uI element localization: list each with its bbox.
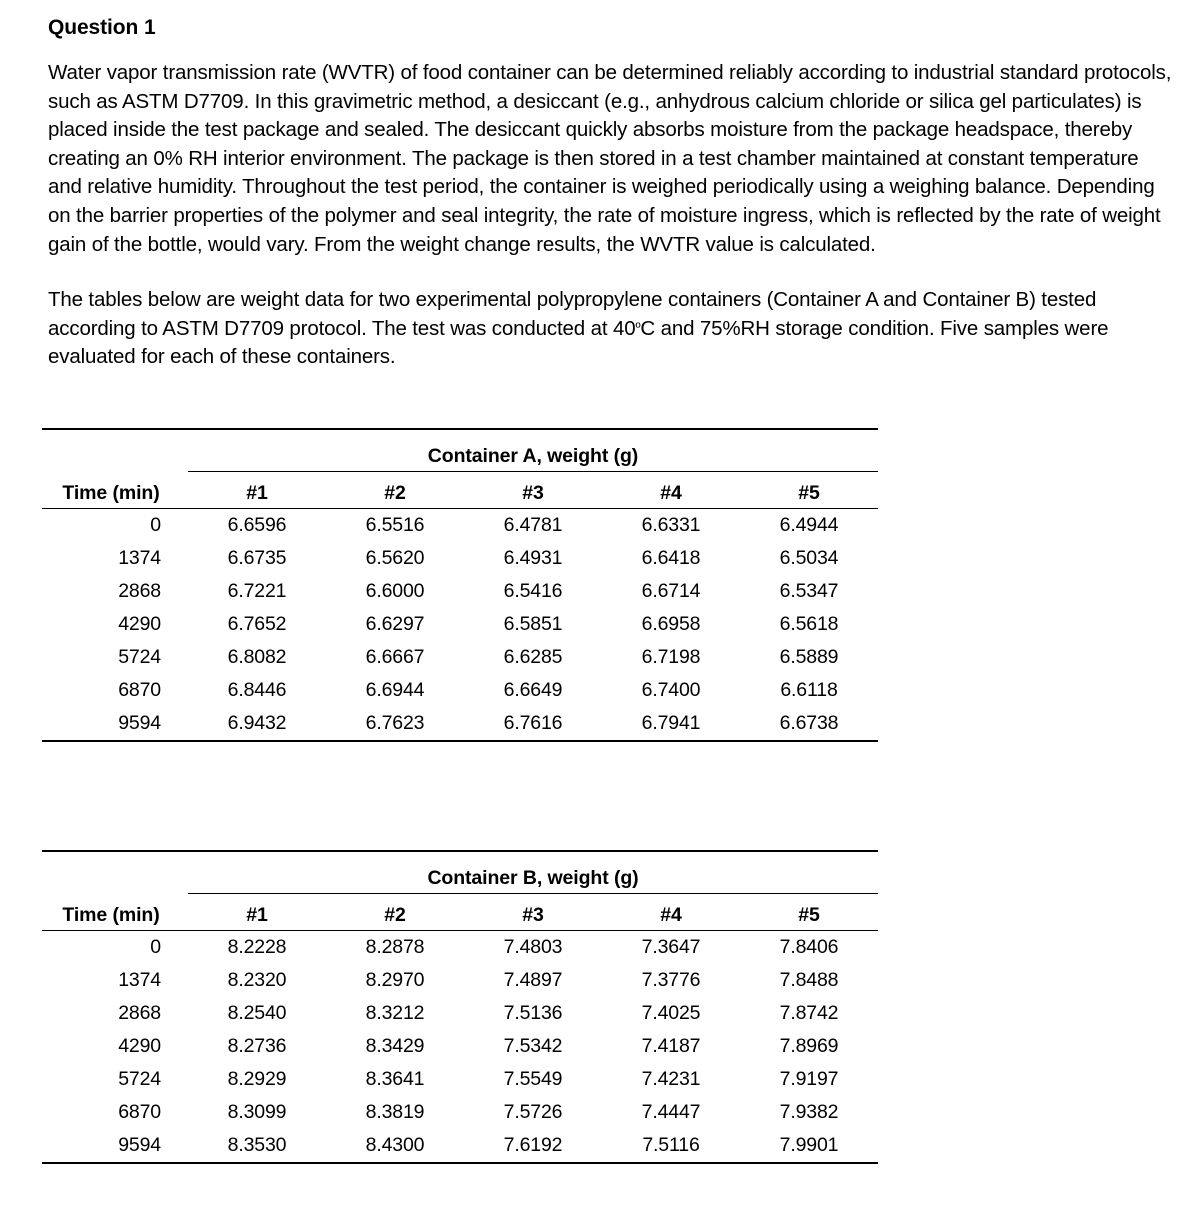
cell-sample-5: 7.9901 bbox=[779, 1134, 839, 1157]
cell-sample-3: 7.6192 bbox=[503, 1134, 563, 1157]
table-row bbox=[42, 1130, 878, 1163]
column-header-row bbox=[42, 471, 878, 508]
cell-sample-2: 8.3819 bbox=[365, 1101, 425, 1124]
cell-sample-4: 6.7198 bbox=[641, 646, 701, 669]
cell-sample-4: 7.4231 bbox=[641, 1068, 701, 1091]
cell-sample-2: 6.6944 bbox=[365, 679, 425, 702]
column-header-sample-2: #2 bbox=[326, 893, 464, 930]
cell-time: 2868 bbox=[118, 1001, 161, 1024]
cell-sample-4: 7.4187 bbox=[641, 1035, 701, 1058]
table-head bbox=[42, 429, 878, 509]
cell-sample-5: 6.6738 bbox=[779, 712, 839, 735]
column-header-sample-4: #4 bbox=[602, 471, 740, 508]
cell-sample-3: 7.5726 bbox=[503, 1101, 563, 1124]
group-header-spacer bbox=[42, 852, 188, 894]
table-row bbox=[42, 542, 878, 575]
column-header-sample-2: #2 bbox=[326, 471, 464, 508]
cell-sample-1: 6.8446 bbox=[227, 679, 287, 702]
table-row bbox=[42, 997, 878, 1030]
rule bbox=[42, 1163, 878, 1196]
cell-sample-2: 6.5516 bbox=[365, 513, 425, 536]
cell-sample-2: 6.7623 bbox=[365, 712, 425, 735]
cell-sample-4: 6.6418 bbox=[641, 546, 701, 569]
cell-time: 5724 bbox=[118, 646, 161, 669]
cell-sample-5: 6.4944 bbox=[779, 513, 839, 536]
table-row bbox=[42, 708, 878, 741]
column-header-sample-5: #5 bbox=[740, 893, 878, 930]
column-header-row bbox=[42, 893, 878, 930]
column-header-time: Time (min) bbox=[42, 893, 188, 930]
cell-time: 6870 bbox=[118, 679, 161, 702]
cell-sample-4: 6.6958 bbox=[641, 613, 701, 636]
degree-symbol: º bbox=[635, 318, 641, 335]
cell-sample-1: 8.3099 bbox=[227, 1101, 287, 1124]
cell-sample-4: 6.7400 bbox=[641, 679, 701, 702]
cell-time: 1374 bbox=[118, 546, 161, 569]
column-header-sample-1: #1 bbox=[188, 471, 326, 508]
cell-sample-1: 6.7221 bbox=[227, 579, 287, 602]
cell-sample-4: 6.7941 bbox=[641, 712, 701, 735]
cell-sample-5: 7.8406 bbox=[779, 935, 839, 958]
cell-sample-2: 8.3212 bbox=[365, 1001, 425, 1024]
table-row bbox=[42, 1096, 878, 1129]
column-header-sample-3: #3 bbox=[464, 893, 602, 930]
cell-sample-3: 6.4781 bbox=[503, 513, 563, 536]
cell-sample-4: 6.6714 bbox=[641, 579, 701, 602]
cell-sample-1: 8.3530 bbox=[227, 1134, 287, 1157]
cell-sample-4: 7.4025 bbox=[641, 1001, 701, 1024]
cell-sample-3: 6.6649 bbox=[503, 679, 563, 702]
container-a-table bbox=[42, 428, 878, 774]
rule bbox=[42, 741, 878, 774]
cell-sample-3: 6.5416 bbox=[503, 579, 563, 602]
cell-time: 5724 bbox=[118, 1068, 161, 1091]
table-body bbox=[42, 930, 878, 1196]
cell-sample-5: 7.8742 bbox=[779, 1001, 839, 1024]
group-header-row bbox=[42, 852, 878, 894]
container-a-table-wrapper bbox=[42, 428, 878, 774]
container-b-table-wrapper bbox=[42, 850, 878, 1196]
table-body bbox=[42, 508, 878, 774]
group-title: Container A, weight (g) bbox=[188, 430, 878, 472]
cell-time: 9594 bbox=[118, 712, 161, 735]
cell-sample-3: 7.4897 bbox=[503, 968, 563, 991]
cell-sample-5: 7.8488 bbox=[779, 968, 839, 991]
cell-sample-3: 7.5136 bbox=[503, 1001, 563, 1024]
cell-sample-3: 6.6285 bbox=[503, 646, 563, 669]
cell-sample-3: 7.5342 bbox=[503, 1035, 563, 1058]
cell-sample-2: 6.6667 bbox=[365, 646, 425, 669]
table-row bbox=[42, 1030, 878, 1063]
table-row bbox=[42, 575, 878, 608]
cell-time: 6870 bbox=[118, 1101, 161, 1124]
container-b-table bbox=[42, 850, 878, 1196]
table-row bbox=[42, 964, 878, 997]
table-head bbox=[42, 851, 878, 931]
table-row bbox=[42, 1063, 878, 1096]
cell-sample-1: 6.6596 bbox=[227, 513, 287, 536]
cell-sample-1: 8.2320 bbox=[227, 968, 287, 991]
cell-sample-5: 6.5618 bbox=[779, 613, 839, 636]
cell-sample-5: 7.9197 bbox=[779, 1068, 839, 1091]
column-header-sample-3: #3 bbox=[464, 471, 602, 508]
group-header-row bbox=[42, 430, 878, 472]
tables-intro-text-a: The tables below are weight data for two experimental polypropylene containers (Container A and Container B) tested according to ASTM D7709 protocol. The test was conducted at 40 bbox=[48, 288, 1097, 340]
table-row bbox=[42, 641, 878, 674]
cell-sample-1: 8.2929 bbox=[227, 1068, 287, 1091]
cell-sample-5: 7.9382 bbox=[779, 1101, 839, 1124]
table-row bbox=[42, 930, 878, 963]
table-bottom-rule bbox=[42, 1163, 878, 1196]
tables-intro-text-b: C and 75%RH storage condition. Five samples were evaluated for each of these containers. bbox=[48, 316, 1109, 369]
tables-intro-paragraph bbox=[48, 286, 1170, 372]
cell-sample-3: 6.5851 bbox=[503, 613, 563, 636]
table-bottom-rule bbox=[42, 741, 878, 774]
group-title: Container B, weight (g) bbox=[188, 852, 878, 894]
cell-sample-4: 6.6331 bbox=[641, 513, 701, 536]
cell-sample-5: 6.6118 bbox=[780, 679, 838, 702]
cell-sample-2: 6.6000 bbox=[365, 579, 425, 602]
cell-sample-1: 6.6735 bbox=[227, 546, 287, 569]
cell-sample-3: 6.7616 bbox=[503, 712, 563, 735]
column-header-sample-5: #5 bbox=[740, 471, 878, 508]
cell-sample-1: 6.9432 bbox=[227, 712, 287, 735]
cell-sample-4: 7.3647 bbox=[641, 935, 701, 958]
column-header-sample-1: #1 bbox=[188, 893, 326, 930]
cell-time: 2868 bbox=[118, 579, 161, 602]
cell-sample-1: 8.2540 bbox=[227, 1001, 287, 1024]
table-row bbox=[42, 508, 878, 541]
cell-sample-5: 6.5889 bbox=[779, 646, 839, 669]
intro-paragraph: Water vapor transmission rate (WVTR) of food container can be determined reliably according to industrial standard protocols, such as ASTM D7709. In this gravimetric method, a desiccant (e.g., anhydrous calcium chloride or silica gel particulates) is placed inside the test package and sealed. The desiccant quickly absorbs moisture from the package headspace, thereby creating an 0% RH interior environment. The package is then stored in a test chamber maintained at constant temperature and relative humidity. Throughout the test period, the container is weighed periodically using a weighing balance. Depending on the barrier properties of the polymer and seal integrity, the rate of moisture ingress, which is reflected by the rate of weight gain of the bottle, would vary. From the weight change results, the WVTR value is calculated. bbox=[48, 61, 1172, 256]
cell-sample-2: 6.6297 bbox=[365, 613, 425, 636]
cell-sample-1: 8.2228 bbox=[227, 935, 287, 958]
column-header-sample-4: #4 bbox=[602, 893, 740, 930]
cell-sample-4: 7.4447 bbox=[641, 1101, 701, 1124]
cell-time: 4290 bbox=[118, 613, 161, 636]
cell-time: 9594 bbox=[118, 1134, 161, 1157]
cell-sample-3: 6.4931 bbox=[503, 546, 563, 569]
cell-sample-1: 6.7652 bbox=[227, 613, 287, 636]
cell-sample-4: 7.3776 bbox=[641, 968, 701, 991]
cell-sample-2: 8.2878 bbox=[365, 935, 425, 958]
cell-sample-3: 7.4803 bbox=[503, 935, 563, 958]
cell-sample-2: 8.3429 bbox=[365, 1035, 425, 1058]
cell-sample-2: 6.5620 bbox=[365, 546, 425, 569]
cell-sample-5: 7.8969 bbox=[779, 1035, 839, 1058]
cell-sample-2: 8.3641 bbox=[365, 1068, 425, 1091]
cell-sample-2: 8.4300 bbox=[365, 1134, 425, 1157]
cell-time: 4290 bbox=[118, 1035, 161, 1058]
group-header-spacer bbox=[42, 430, 188, 472]
cell-sample-2: 8.2970 bbox=[365, 968, 425, 991]
cell-sample-4: 7.5116 bbox=[642, 1134, 700, 1157]
cell-time: 0 bbox=[150, 935, 161, 958]
cell-sample-1: 8.2736 bbox=[227, 1035, 287, 1058]
cell-sample-5: 6.5034 bbox=[779, 546, 839, 569]
column-header-time: Time (min) bbox=[42, 471, 188, 508]
cell-sample-3: 7.5549 bbox=[503, 1068, 563, 1091]
cell-time: 0 bbox=[150, 513, 161, 536]
table-row bbox=[42, 674, 878, 707]
cell-sample-1: 6.8082 bbox=[227, 646, 287, 669]
cell-sample-5: 6.5347 bbox=[779, 579, 839, 602]
page-title: Question 1 bbox=[48, 16, 156, 39]
table-row bbox=[42, 608, 878, 641]
cell-time: 1374 bbox=[118, 968, 161, 991]
